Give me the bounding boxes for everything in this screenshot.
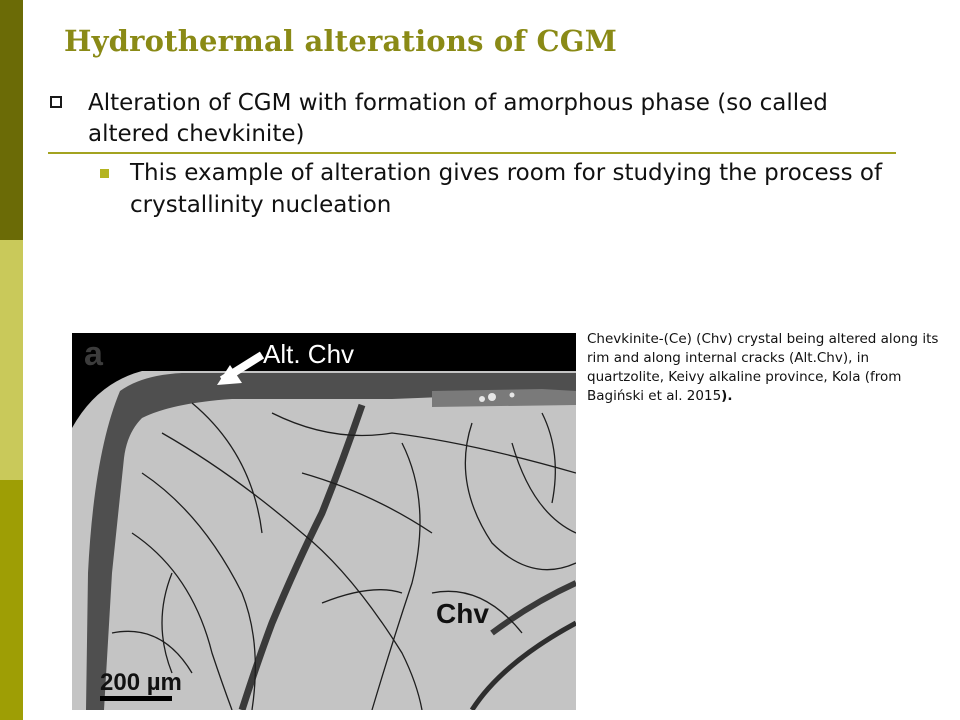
caption-end: ). — [721, 388, 733, 404]
figure-caption — [587, 330, 947, 406]
bse-micrograph — [72, 333, 576, 710]
micrograph-image — [72, 333, 576, 710]
sidebar-band-bottom — [0, 480, 23, 720]
bullet-level-2-text: This example of alteration gives room for studying the process of crystallinity nucleation — [130, 160, 883, 218]
slide-title: Hydrothermal alterations of CGM — [64, 24, 617, 58]
chv-label: Chv — [436, 598, 489, 629]
filled-square-bullet-icon — [100, 169, 109, 178]
alt-chv-label: Alt. Chv — [263, 339, 355, 369]
divider-line — [48, 152, 896, 154]
sidebar-band-middle — [0, 240, 23, 480]
sidebar-band-top — [0, 0, 23, 240]
panel-letter-label: a — [84, 335, 103, 373]
bullet-level-1-text: Alteration of CGM with formation of amorphous phase (so called altered chevkinite) — [88, 90, 828, 147]
hollow-square-bullet-icon — [50, 96, 62, 108]
caption-text: Chevkinite-(Ce) (Chv) crystal being altered along its rim and along internal cracks (Alt.Chv), in quartzolite, Keivy alkaline province, Kola (from Bagiński et al. 2015 — [587, 331, 939, 404]
scale-bar-label: 200 µm — [100, 669, 182, 696]
